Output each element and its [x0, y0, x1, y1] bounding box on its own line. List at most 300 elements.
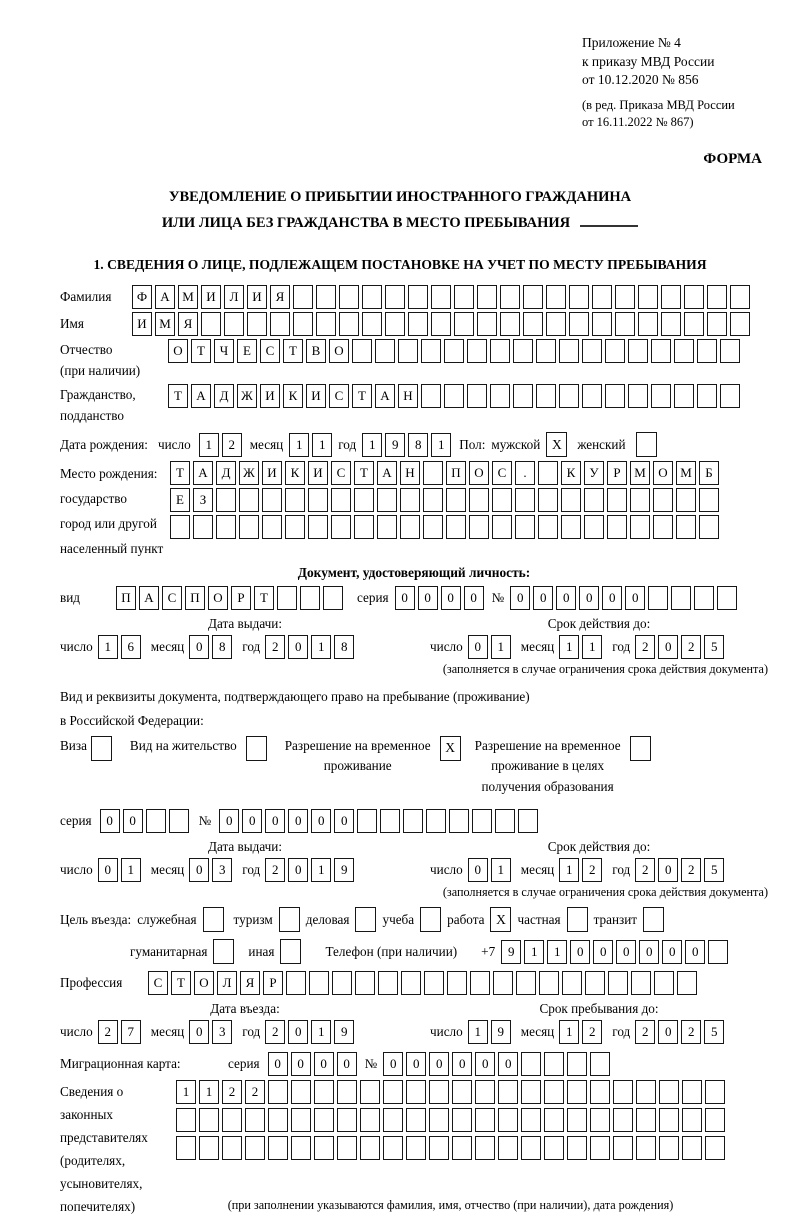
- char-cell[interactable]: [631, 971, 651, 995]
- char-cell[interactable]: [659, 1108, 679, 1132]
- char-cell[interactable]: [472, 809, 492, 833]
- char-cell[interactable]: 0: [570, 940, 590, 964]
- char-cell[interactable]: Я: [270, 285, 290, 309]
- char-cell[interactable]: [584, 488, 604, 512]
- char-cell[interactable]: 2: [98, 1020, 118, 1044]
- char-cell[interactable]: [239, 488, 259, 512]
- char-cell[interactable]: 2: [635, 635, 655, 659]
- char-cell[interactable]: [291, 1108, 311, 1132]
- purpose-other-checkbox[interactable]: [280, 939, 301, 964]
- char-cell[interactable]: [380, 809, 400, 833]
- char-cell[interactable]: [431, 285, 451, 309]
- char-cell[interactable]: [674, 384, 694, 408]
- char-cell[interactable]: [475, 1080, 495, 1104]
- char-cell[interactable]: К: [283, 384, 303, 408]
- char-cell[interactable]: [705, 1080, 725, 1104]
- char-cell[interactable]: М: [676, 461, 696, 485]
- char-cell[interactable]: Т: [283, 339, 303, 363]
- char-cell[interactable]: [498, 1080, 518, 1104]
- char-cell[interactable]: [676, 515, 696, 539]
- char-cell[interactable]: [707, 285, 727, 309]
- char-cell[interactable]: А: [193, 461, 213, 485]
- char-cell[interactable]: [314, 1108, 334, 1132]
- char-cell[interactable]: 1: [559, 635, 579, 659]
- char-cell[interactable]: 0: [579, 586, 599, 610]
- char-cell[interactable]: [193, 515, 213, 539]
- char-cell[interactable]: [567, 1108, 587, 1132]
- sex-female-checkbox[interactable]: [636, 432, 657, 457]
- char-cell[interactable]: 0: [464, 586, 484, 610]
- char-cell[interactable]: [584, 515, 604, 539]
- char-cell[interactable]: 2: [681, 1020, 701, 1044]
- char-cell[interactable]: 0: [602, 586, 622, 610]
- char-cell[interactable]: [401, 971, 421, 995]
- char-cell[interactable]: О: [168, 339, 188, 363]
- char-cell[interactable]: [628, 384, 648, 408]
- char-cell[interactable]: [224, 312, 244, 336]
- char-cell[interactable]: [648, 586, 668, 610]
- char-cell[interactable]: Т: [352, 384, 372, 408]
- char-cell[interactable]: [559, 384, 579, 408]
- char-cell[interactable]: С: [331, 461, 351, 485]
- char-cell[interactable]: [492, 488, 512, 512]
- char-cell[interactable]: [400, 488, 420, 512]
- char-cell[interactable]: А: [155, 285, 175, 309]
- temp-residence-checkbox[interactable]: X: [440, 736, 461, 761]
- char-cell[interactable]: [613, 1080, 633, 1104]
- char-cell[interactable]: [360, 1108, 380, 1132]
- char-cell[interactable]: 0: [406, 1052, 426, 1076]
- char-cell[interactable]: [431, 312, 451, 336]
- char-cell[interactable]: [378, 971, 398, 995]
- char-cell[interactable]: [375, 339, 395, 363]
- char-cell[interactable]: Д: [216, 461, 236, 485]
- char-cell[interactable]: [454, 285, 474, 309]
- char-cell[interactable]: 2: [245, 1080, 265, 1104]
- char-cell[interactable]: 0: [100, 809, 120, 833]
- char-cell[interactable]: [314, 1136, 334, 1160]
- char-cell[interactable]: 2: [681, 858, 701, 882]
- char-cell[interactable]: [699, 515, 719, 539]
- char-cell[interactable]: 0: [662, 940, 682, 964]
- char-cell[interactable]: С: [260, 339, 280, 363]
- char-cell[interactable]: 2: [222, 433, 242, 457]
- char-cell[interactable]: 1: [199, 433, 219, 457]
- char-cell[interactable]: [561, 515, 581, 539]
- char-cell[interactable]: [477, 285, 497, 309]
- char-cell[interactable]: [523, 312, 543, 336]
- char-cell[interactable]: [444, 384, 464, 408]
- char-cell[interactable]: [493, 971, 513, 995]
- char-cell[interactable]: 0: [98, 858, 118, 882]
- char-cell[interactable]: [605, 384, 625, 408]
- char-cell[interactable]: 0: [468, 858, 488, 882]
- char-cell[interactable]: [674, 339, 694, 363]
- char-cell[interactable]: [559, 339, 579, 363]
- char-cell[interactable]: Н: [398, 384, 418, 408]
- char-cell[interactable]: [607, 515, 627, 539]
- char-cell[interactable]: [498, 1136, 518, 1160]
- char-cell[interactable]: Т: [191, 339, 211, 363]
- char-cell[interactable]: [239, 515, 259, 539]
- char-cell[interactable]: [536, 384, 556, 408]
- char-cell[interactable]: [477, 312, 497, 336]
- char-cell[interactable]: [469, 515, 489, 539]
- char-cell[interactable]: [697, 339, 717, 363]
- char-cell[interactable]: 5: [704, 1020, 724, 1044]
- char-cell[interactable]: [717, 586, 737, 610]
- char-cell[interactable]: И: [132, 312, 152, 336]
- char-cell[interactable]: [498, 1108, 518, 1132]
- char-cell[interactable]: Т: [354, 461, 374, 485]
- char-cell[interactable]: [398, 339, 418, 363]
- char-cell[interactable]: 0: [625, 586, 645, 610]
- char-cell[interactable]: [308, 488, 328, 512]
- char-cell[interactable]: [707, 312, 727, 336]
- char-cell[interactable]: [357, 809, 377, 833]
- char-cell[interactable]: Р: [607, 461, 627, 485]
- char-cell[interactable]: [222, 1108, 242, 1132]
- char-cell[interactable]: [323, 586, 343, 610]
- char-cell[interactable]: [339, 285, 359, 309]
- char-cell[interactable]: [490, 339, 510, 363]
- char-cell[interactable]: 1: [98, 635, 118, 659]
- char-cell[interactable]: 9: [334, 858, 354, 882]
- char-cell[interactable]: Я: [178, 312, 198, 336]
- char-cell[interactable]: 1: [176, 1080, 196, 1104]
- char-cell[interactable]: С: [162, 586, 182, 610]
- visa-checkbox[interactable]: [91, 736, 112, 761]
- char-cell[interactable]: [403, 809, 423, 833]
- char-cell[interactable]: [659, 1080, 679, 1104]
- char-cell[interactable]: [590, 1108, 610, 1132]
- char-cell[interactable]: [682, 1136, 702, 1160]
- char-cell[interactable]: 0: [639, 940, 659, 964]
- char-cell[interactable]: 1: [559, 1020, 579, 1044]
- char-cell[interactable]: [362, 312, 382, 336]
- char-cell[interactable]: 1: [289, 433, 309, 457]
- char-cell[interactable]: С: [329, 384, 349, 408]
- char-cell[interactable]: [176, 1108, 196, 1132]
- char-cell[interactable]: Д: [214, 384, 234, 408]
- char-cell[interactable]: [521, 1080, 541, 1104]
- char-cell[interactable]: [216, 515, 236, 539]
- char-cell[interactable]: 1: [199, 1080, 219, 1104]
- char-cell[interactable]: 0: [219, 809, 239, 833]
- char-cell[interactable]: [332, 971, 352, 995]
- char-cell[interactable]: [628, 339, 648, 363]
- char-cell[interactable]: [613, 1108, 633, 1132]
- char-cell[interactable]: [216, 488, 236, 512]
- char-cell[interactable]: [452, 1080, 472, 1104]
- char-cell[interactable]: [500, 285, 520, 309]
- char-cell[interactable]: О: [208, 586, 228, 610]
- char-cell[interactable]: 0: [533, 586, 553, 610]
- char-cell[interactable]: П: [446, 461, 466, 485]
- char-cell[interactable]: [546, 285, 566, 309]
- char-cell[interactable]: И: [262, 461, 282, 485]
- char-cell[interactable]: 1: [121, 858, 141, 882]
- char-cell[interactable]: 0: [311, 809, 331, 833]
- char-cell[interactable]: [638, 285, 658, 309]
- char-cell[interactable]: 1: [559, 858, 579, 882]
- char-cell[interactable]: 1: [491, 635, 511, 659]
- char-cell[interactable]: 7: [121, 1020, 141, 1044]
- char-cell[interactable]: [582, 339, 602, 363]
- char-cell[interactable]: [354, 488, 374, 512]
- char-cell[interactable]: 0: [658, 635, 678, 659]
- char-cell[interactable]: [653, 515, 673, 539]
- char-cell[interactable]: [684, 312, 704, 336]
- char-cell[interactable]: [567, 1080, 587, 1104]
- char-cell[interactable]: 0: [685, 940, 705, 964]
- char-cell[interactable]: 0: [441, 586, 461, 610]
- char-cell[interactable]: [538, 515, 558, 539]
- char-cell[interactable]: [354, 515, 374, 539]
- char-cell[interactable]: [544, 1108, 564, 1132]
- char-cell[interactable]: 2: [222, 1080, 242, 1104]
- char-cell[interactable]: [615, 312, 635, 336]
- char-cell[interactable]: [546, 312, 566, 336]
- char-cell[interactable]: [444, 339, 464, 363]
- char-cell[interactable]: [590, 1136, 610, 1160]
- char-cell[interactable]: 0: [418, 586, 438, 610]
- char-cell[interactable]: 2: [582, 858, 602, 882]
- char-cell[interactable]: [730, 312, 750, 336]
- char-cell[interactable]: [300, 586, 320, 610]
- char-cell[interactable]: 3: [212, 858, 232, 882]
- char-cell[interactable]: 8: [408, 433, 428, 457]
- char-cell[interactable]: [201, 312, 221, 336]
- char-cell[interactable]: [475, 1136, 495, 1160]
- char-cell[interactable]: Л: [217, 971, 237, 995]
- char-cell[interactable]: У: [584, 461, 604, 485]
- char-cell[interactable]: [538, 461, 558, 485]
- char-cell[interactable]: [515, 488, 535, 512]
- char-cell[interactable]: [582, 384, 602, 408]
- char-cell[interactable]: [421, 339, 441, 363]
- char-cell[interactable]: [360, 1080, 380, 1104]
- char-cell[interactable]: Л: [224, 285, 244, 309]
- char-cell[interactable]: [446, 488, 466, 512]
- char-cell[interactable]: [567, 1136, 587, 1160]
- char-cell[interactable]: И: [306, 384, 326, 408]
- char-cell[interactable]: [521, 1052, 541, 1076]
- char-cell[interactable]: 0: [658, 1020, 678, 1044]
- char-cell[interactable]: [654, 971, 674, 995]
- purpose-private-checkbox[interactable]: [567, 907, 588, 932]
- char-cell[interactable]: 5: [704, 635, 724, 659]
- char-cell[interactable]: 0: [468, 635, 488, 659]
- char-cell[interactable]: [277, 586, 297, 610]
- char-cell[interactable]: [561, 488, 581, 512]
- char-cell[interactable]: [268, 1136, 288, 1160]
- char-cell[interactable]: [452, 1136, 472, 1160]
- char-cell[interactable]: 1: [311, 635, 331, 659]
- char-cell[interactable]: Р: [263, 971, 283, 995]
- char-cell[interactable]: [308, 515, 328, 539]
- char-cell[interactable]: [337, 1080, 357, 1104]
- char-cell[interactable]: А: [191, 384, 211, 408]
- purpose-transit-checkbox[interactable]: [643, 907, 664, 932]
- char-cell[interactable]: [429, 1080, 449, 1104]
- char-cell[interactable]: [360, 1136, 380, 1160]
- char-cell[interactable]: [523, 285, 543, 309]
- char-cell[interactable]: Ч: [214, 339, 234, 363]
- char-cell[interactable]: [355, 971, 375, 995]
- char-cell[interactable]: 0: [429, 1052, 449, 1076]
- char-cell[interactable]: [630, 515, 650, 539]
- char-cell[interactable]: О: [653, 461, 673, 485]
- char-cell[interactable]: [705, 1108, 725, 1132]
- char-cell[interactable]: [720, 384, 740, 408]
- char-cell[interactable]: [377, 488, 397, 512]
- char-cell[interactable]: 0: [337, 1052, 357, 1076]
- char-cell[interactable]: [291, 1136, 311, 1160]
- char-cell[interactable]: Е: [237, 339, 257, 363]
- char-cell[interactable]: [199, 1136, 219, 1160]
- char-cell[interactable]: О: [194, 971, 214, 995]
- char-cell[interactable]: 8: [212, 635, 232, 659]
- char-cell[interactable]: [470, 971, 490, 995]
- char-cell[interactable]: [383, 1108, 403, 1132]
- char-cell[interactable]: [352, 339, 372, 363]
- char-cell[interactable]: [475, 1108, 495, 1132]
- char-cell[interactable]: 2: [635, 1020, 655, 1044]
- char-cell[interactable]: [426, 809, 446, 833]
- char-cell[interactable]: [694, 586, 714, 610]
- char-cell[interactable]: [314, 1080, 334, 1104]
- char-cell[interactable]: [682, 1108, 702, 1132]
- char-cell[interactable]: [467, 384, 487, 408]
- char-cell[interactable]: 0: [452, 1052, 472, 1076]
- char-cell[interactable]: [651, 384, 671, 408]
- char-cell[interactable]: [659, 1136, 679, 1160]
- char-cell[interactable]: И: [247, 285, 267, 309]
- char-cell[interactable]: [592, 312, 612, 336]
- char-cell[interactable]: [247, 312, 267, 336]
- char-cell[interactable]: И: [201, 285, 221, 309]
- char-cell[interactable]: 0: [291, 1052, 311, 1076]
- char-cell[interactable]: [262, 515, 282, 539]
- char-cell[interactable]: [291, 1080, 311, 1104]
- char-cell[interactable]: К: [561, 461, 581, 485]
- char-cell[interactable]: [585, 971, 605, 995]
- char-cell[interactable]: 2: [681, 635, 701, 659]
- char-cell[interactable]: [513, 384, 533, 408]
- char-cell[interactable]: [176, 1136, 196, 1160]
- char-cell[interactable]: [569, 285, 589, 309]
- char-cell[interactable]: 1: [491, 858, 511, 882]
- char-cell[interactable]: [538, 488, 558, 512]
- char-cell[interactable]: [383, 1080, 403, 1104]
- char-cell[interactable]: [429, 1136, 449, 1160]
- char-cell[interactable]: Б: [699, 461, 719, 485]
- char-cell[interactable]: [199, 1108, 219, 1132]
- char-cell[interactable]: [467, 339, 487, 363]
- char-cell[interactable]: [362, 285, 382, 309]
- char-cell[interactable]: [146, 809, 166, 833]
- char-cell[interactable]: [429, 1108, 449, 1132]
- char-cell[interactable]: [544, 1080, 564, 1104]
- char-cell[interactable]: .: [515, 461, 535, 485]
- char-cell[interactable]: 1: [582, 635, 602, 659]
- char-cell[interactable]: 8: [334, 635, 354, 659]
- char-cell[interactable]: О: [469, 461, 489, 485]
- char-cell[interactable]: П: [185, 586, 205, 610]
- char-cell[interactable]: [285, 515, 305, 539]
- char-cell[interactable]: 1: [547, 940, 567, 964]
- char-cell[interactable]: [454, 312, 474, 336]
- char-cell[interactable]: [730, 285, 750, 309]
- char-cell[interactable]: [469, 488, 489, 512]
- purpose-official-checkbox[interactable]: [203, 907, 224, 932]
- purpose-humanitarian-checkbox[interactable]: [213, 939, 234, 964]
- char-cell[interactable]: [608, 971, 628, 995]
- char-cell[interactable]: [452, 1108, 472, 1132]
- char-cell[interactable]: А: [375, 384, 395, 408]
- char-cell[interactable]: М: [630, 461, 650, 485]
- char-cell[interactable]: 9: [334, 1020, 354, 1044]
- residence-permit-checkbox[interactable]: [246, 736, 267, 761]
- char-cell[interactable]: 2: [582, 1020, 602, 1044]
- char-cell[interactable]: [653, 488, 673, 512]
- char-cell[interactable]: 2: [265, 635, 285, 659]
- char-cell[interactable]: [515, 515, 535, 539]
- char-cell[interactable]: [492, 515, 512, 539]
- char-cell[interactable]: [636, 1108, 656, 1132]
- char-cell[interactable]: А: [377, 461, 397, 485]
- char-cell[interactable]: 1: [311, 1020, 331, 1044]
- char-cell[interactable]: [720, 339, 740, 363]
- char-cell[interactable]: А: [139, 586, 159, 610]
- char-cell[interactable]: 0: [616, 940, 636, 964]
- char-cell[interactable]: [638, 312, 658, 336]
- char-cell[interactable]: [590, 1080, 610, 1104]
- char-cell[interactable]: [423, 488, 443, 512]
- char-cell[interactable]: [536, 339, 556, 363]
- char-cell[interactable]: [383, 1136, 403, 1160]
- edu-residence-checkbox[interactable]: [630, 736, 651, 761]
- char-cell[interactable]: 0: [383, 1052, 403, 1076]
- char-cell[interactable]: [316, 285, 336, 309]
- purpose-work-checkbox[interactable]: X: [490, 907, 511, 932]
- char-cell[interactable]: [222, 1136, 242, 1160]
- sex-male-checkbox[interactable]: X: [546, 432, 567, 457]
- char-cell[interactable]: [408, 312, 428, 336]
- char-cell[interactable]: [562, 971, 582, 995]
- char-cell[interactable]: [423, 515, 443, 539]
- char-cell[interactable]: 0: [268, 1052, 288, 1076]
- char-cell[interactable]: 0: [288, 809, 308, 833]
- char-cell[interactable]: 0: [288, 635, 308, 659]
- purpose-study-checkbox[interactable]: [420, 907, 441, 932]
- char-cell[interactable]: М: [178, 285, 198, 309]
- char-cell[interactable]: 6: [121, 635, 141, 659]
- char-cell[interactable]: [331, 515, 351, 539]
- char-cell[interactable]: [245, 1108, 265, 1132]
- char-cell[interactable]: [421, 384, 441, 408]
- char-cell[interactable]: [516, 971, 536, 995]
- char-cell[interactable]: [592, 285, 612, 309]
- char-cell[interactable]: [567, 1052, 587, 1076]
- char-cell[interactable]: [170, 515, 190, 539]
- char-cell[interactable]: 0: [189, 1020, 209, 1044]
- char-cell[interactable]: [337, 1136, 357, 1160]
- char-cell[interactable]: [449, 809, 469, 833]
- char-cell[interactable]: [385, 285, 405, 309]
- char-cell[interactable]: [316, 312, 336, 336]
